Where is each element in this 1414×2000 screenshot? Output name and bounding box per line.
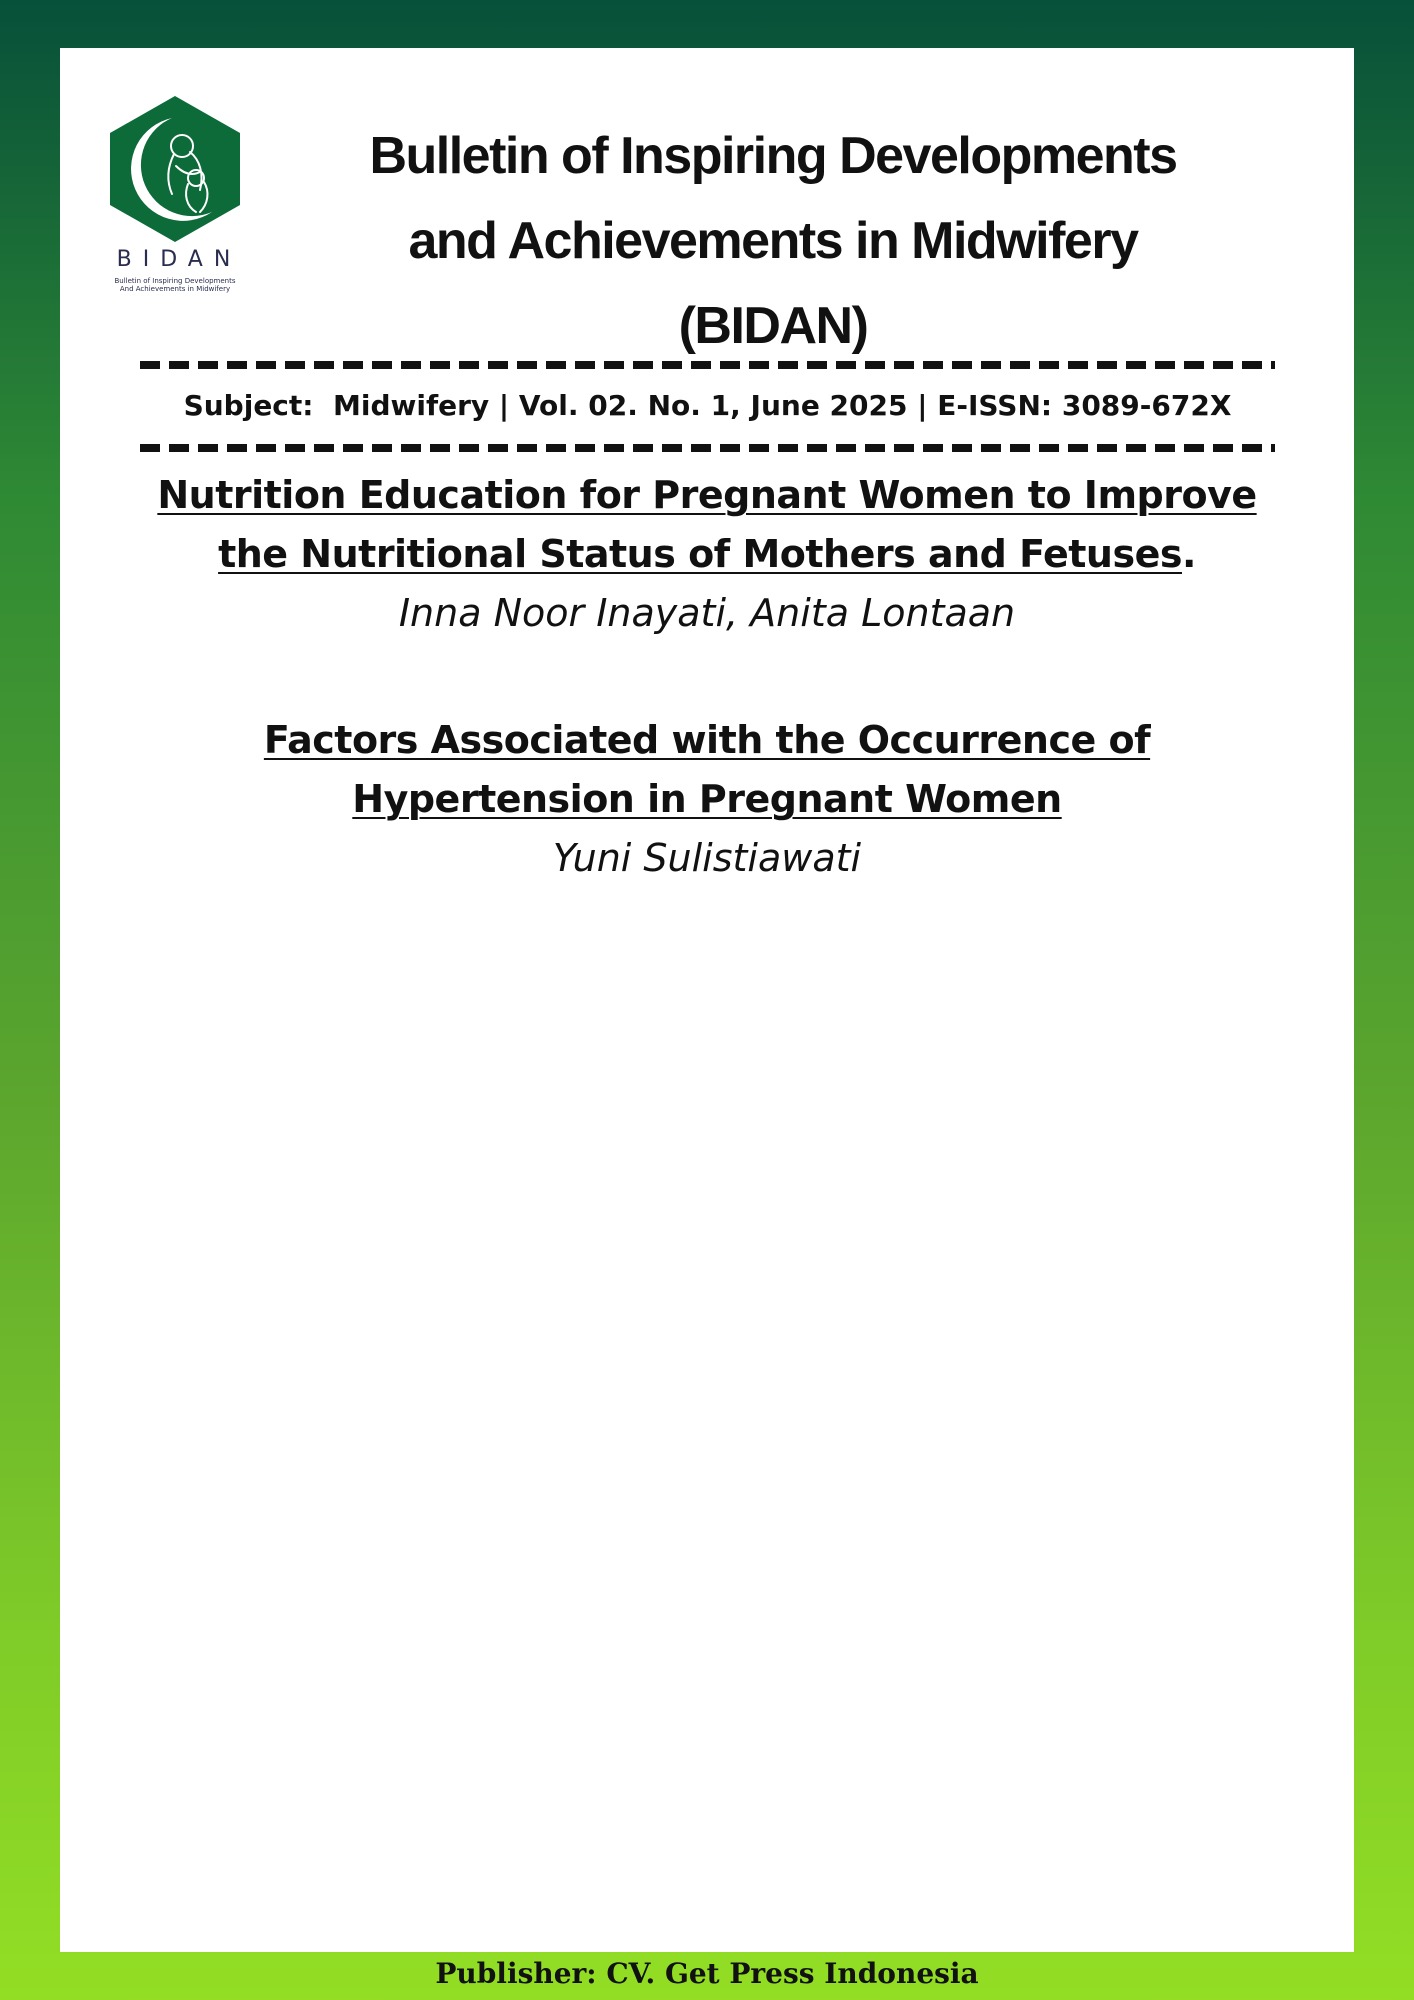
subject-line: Subject: Midwifery | Vol. 02. No. 1, June 2025 | E-ISSN: 3089-672X — [183, 389, 1232, 422]
article-title-link[interactable] — [120, 466, 1294, 584]
mother-child-icon — [100, 94, 250, 244]
dashed-divider-top — [140, 361, 1275, 369]
article-title-text: Nutrition Education for Pregnant Women to Improve the Nutritional Status of Mothers and Fetuses — [157, 473, 1257, 576]
article-authors: Inna Noor Inayati, Anita Lontaan — [398, 591, 1016, 635]
publisher-footer: Publisher: CV. Get Press Indonesia — [435, 1957, 979, 1990]
article-entry — [120, 711, 1294, 888]
logo-subtitle: Bulletin of Inspiring Developments And Achievements in Midwifery — [114, 277, 236, 293]
article-title-suffix: . — [1181, 532, 1196, 576]
logo-wordmark: BIDAN — [116, 247, 242, 272]
article-authors: Yuni Sulistiawati — [552, 836, 862, 880]
article-title-text: Factors Associated with the Occurrence of Hypertension in Pregnant Women — [263, 718, 1151, 821]
journal-logo — [100, 94, 250, 294]
article-list — [120, 466, 1294, 956]
journal-title: Bulletin of Inspiring Developments and Achievements in Midwifery (BIDAN) — [369, 127, 1177, 355]
article-entry — [120, 466, 1294, 643]
dashed-divider-bottom — [140, 444, 1275, 452]
cover-page — [60, 48, 1354, 1952]
article-title-link[interactable] — [120, 711, 1294, 829]
